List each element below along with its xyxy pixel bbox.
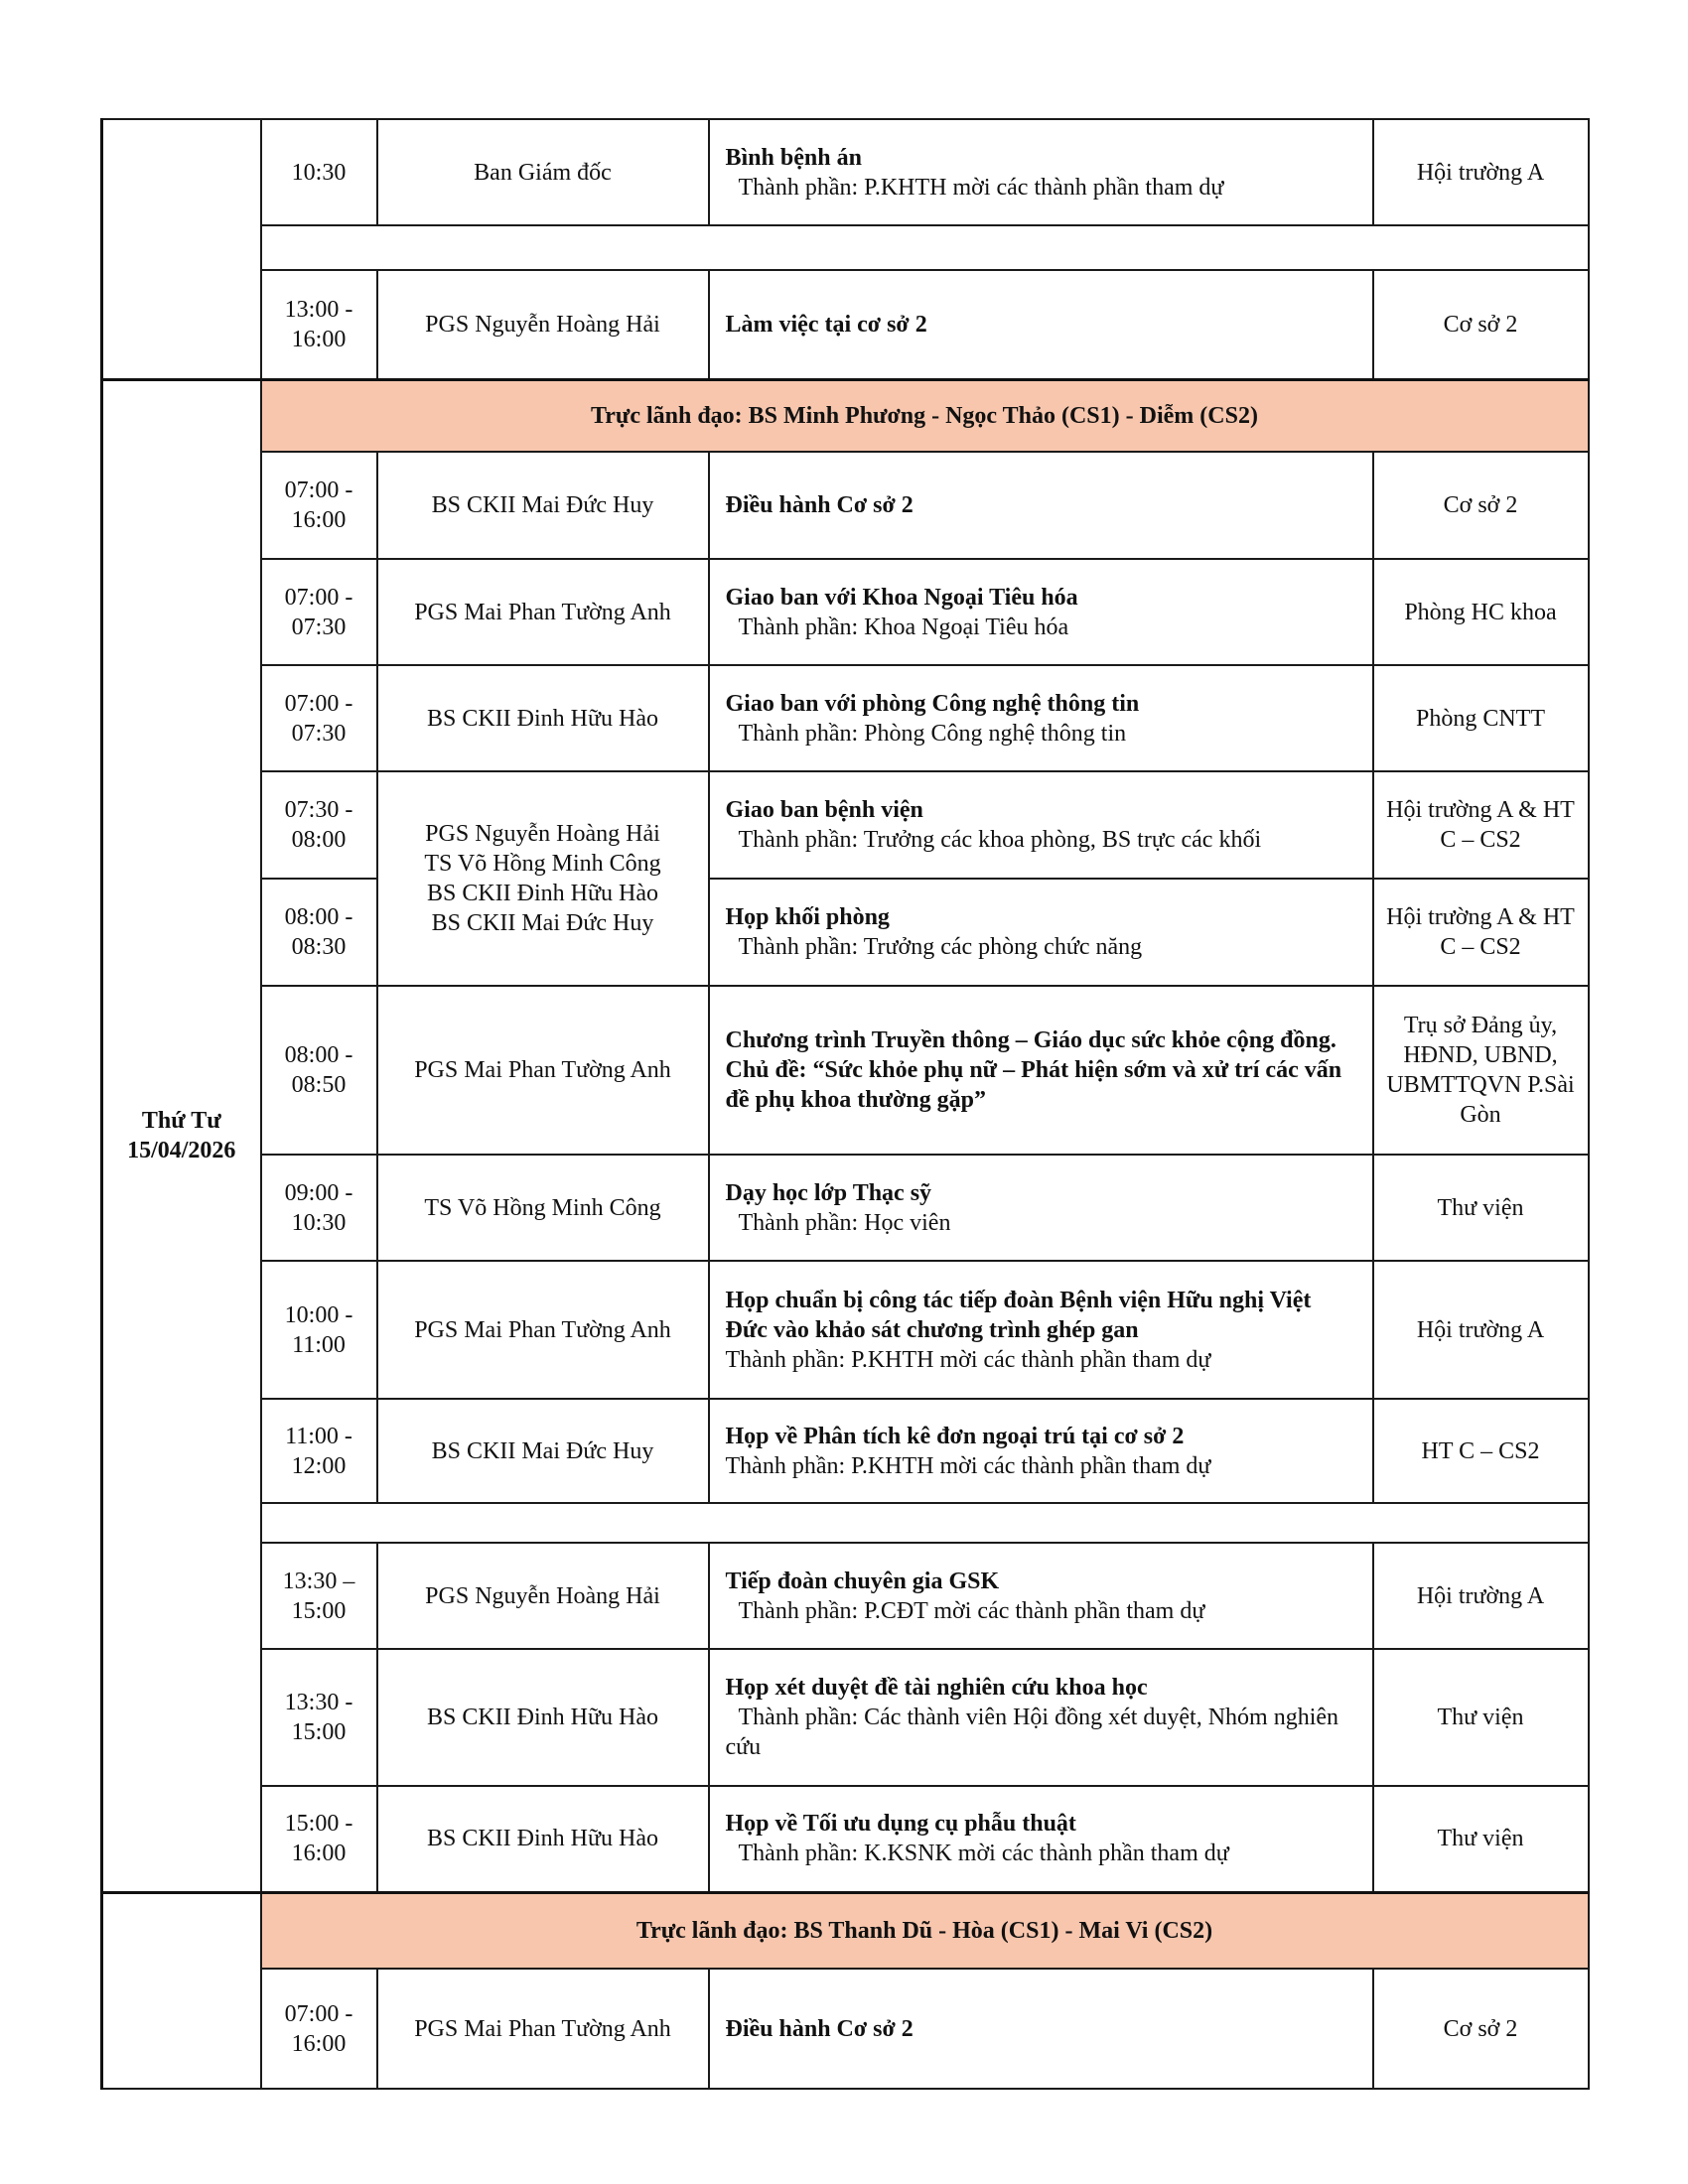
event-detail: Thành phần: Phòng Công nghệ thông tin <box>738 720 1127 747</box>
location-cell: Cơ sở 2 <box>1373 270 1589 379</box>
event-detail: Thành phần: Học viên <box>738 1209 951 1236</box>
day-name: Thứ Tư <box>141 1108 221 1134</box>
table-row <box>102 1261 1589 1399</box>
person-cell: BS CKII Đinh Hữu Hào <box>377 1649 709 1786</box>
location-cell: Cơ sở 2 <box>1373 1969 1589 2089</box>
event-detail: Thành phần: Trưởng các phòng chức năng <box>738 934 1143 960</box>
location-cell: Phòng HC khoa <box>1373 559 1589 665</box>
event-title: Điều hành Cơ sở 2 <box>725 2015 914 2042</box>
person-cell: TS Võ Hồng Minh Công <box>377 1155 709 1261</box>
table-row <box>102 771 1589 879</box>
content-cell <box>709 1155 1373 1261</box>
person-cell: BS CKII Mai Đức Huy <box>377 452 709 559</box>
time-cell: 13:30 – 15:00 <box>261 1543 377 1649</box>
table-row <box>102 986 1589 1155</box>
content-cell <box>709 452 1373 559</box>
location-cell: Hội trường A <box>1373 1543 1589 1649</box>
person-cell: PGS Mai Phan Tường Anh <box>377 1261 709 1399</box>
time-cell: 08:00 - 08:30 <box>261 879 377 986</box>
location-cell: Trụ sở Đảng ủy, HĐND, UBND, UBMTTQVN P.Sài Gòn <box>1373 986 1589 1155</box>
person-cell: Ban Giám đốc <box>377 119 709 225</box>
location-cell: Cơ sở 2 <box>1373 452 1589 559</box>
event-title: Giao ban bệnh viện <box>725 797 923 823</box>
event-detail: Thành phần: K.KSNK mời các thành phần tham dự <box>738 1841 1229 1867</box>
location-cell: Thư viện <box>1373 1649 1589 1786</box>
table-row <box>102 1969 1589 2089</box>
joint-person: BS CKII Đinh Hữu Hào <box>426 881 658 906</box>
event-title: Tiếp đoàn chuyên gia GSK <box>725 1568 1000 1594</box>
event-detail: Thành phần: P.CĐT mời các thành phần tham dự <box>738 1597 1205 1624</box>
content-cell <box>709 986 1373 1155</box>
event-detail: Thành phần: Khoa Ngoại Tiêu hóa <box>738 614 1069 640</box>
event-title: Họp xét duyệt đề tài nghiên cứu khoa học <box>725 1675 1148 1701</box>
person-cell: PGS Mai Phan Tường Anh <box>377 1969 709 2089</box>
content-cell <box>709 879 1373 986</box>
time-cell: 07:00 - 16:00 <box>261 452 377 559</box>
time-cell: 15:00 - 16:00 <box>261 1786 377 1892</box>
blank-cell <box>261 225 1589 270</box>
table-row <box>102 452 1589 559</box>
content-cell <box>709 119 1373 225</box>
event-title: Điều hành Cơ sở 2 <box>725 492 914 518</box>
joint-person: TS Võ Hồng Minh Công <box>424 851 661 877</box>
table-row <box>102 119 1589 225</box>
table-row <box>102 1649 1589 1786</box>
blank-separator-row <box>102 225 1589 270</box>
person-cell-joint <box>377 771 709 986</box>
duty-leader-banner: Trực lãnh đạo: BS Thanh Dũ - Hòa (CS1) - Mai Vi (CS2) <box>261 1892 1589 1969</box>
event-title: Họp về Tối ưu dụng cụ phẫu thuật <box>725 1811 1076 1838</box>
location-cell: HT C – CS2 <box>1373 1399 1589 1503</box>
day-date: 15/04/2026 <box>127 1138 236 1163</box>
duty-row <box>102 379 1589 452</box>
event-title: Dạy học lớp Thạc sỹ <box>725 1179 932 1206</box>
table-row <box>102 270 1589 379</box>
location-cell: Hội trường A <box>1373 1261 1589 1399</box>
table-row <box>102 559 1589 665</box>
content-cell <box>709 1399 1373 1503</box>
blank-separator-row <box>102 1503 1589 1543</box>
table-row <box>102 1399 1589 1503</box>
event-detail: Thành phần: Trưởng các khoa phòng, BS trực các khối <box>738 827 1262 853</box>
time-cell <box>261 119 377 225</box>
event-title: Họp chuẩn bị công tác tiếp đoàn Bệnh viện Hữu nghị Việt Đức vào khảo sát chương trình ghép gan <box>725 1287 1312 1343</box>
event-detail: Thành phần: P.KHTH mời các thành phần tham dự <box>738 174 1224 201</box>
content-cell <box>709 1786 1373 1892</box>
day-cell-wednesday <box>102 379 261 1892</box>
time-text: 10:30 <box>291 159 347 186</box>
content-cell <box>709 1969 1373 2089</box>
time-cell: 07:00 - 16:00 <box>261 1969 377 2089</box>
event-title: Họp khối phòng <box>725 904 890 930</box>
event-title: Chương trình Truyền thông – Giáo dục sức khỏe cộng đồng. Chủ đề: “Sức khỏe phụ nữ – Phát hiện sớm và xử trí các vấn đề phụ khoa thường gặp” <box>725 1027 1342 1113</box>
person-cell: BS CKII Đinh Hữu Hào <box>377 1786 709 1892</box>
event-title: Giao ban với Khoa Ngoại Tiêu hóa <box>725 584 1078 611</box>
table-row <box>102 1786 1589 1892</box>
table-row <box>102 879 1589 986</box>
event-detail: Thành phần: Các thành viên Hội đồng xét duyệt, Nhóm nghiên cứu <box>725 1705 1339 1760</box>
event-title: Giao ban với phòng Công nghệ thông tin <box>725 690 1140 717</box>
table-row <box>102 665 1589 771</box>
time-cell: 09:00 - 10:30 <box>261 1155 377 1261</box>
table-row <box>102 1155 1589 1261</box>
location-cell: Thư viện <box>1373 1155 1589 1261</box>
person-cell: PGS Nguyễn Hoàng Hải <box>377 270 709 379</box>
location-cell: Hội trường A <box>1373 119 1589 225</box>
schedule-table <box>100 118 1590 2090</box>
person-cell: BS CKII Đinh Hữu Hào <box>377 665 709 771</box>
content-cell <box>709 665 1373 771</box>
event-title: Bình bệnh án <box>725 144 862 171</box>
time-cell: 10:00 - 11:00 <box>261 1261 377 1399</box>
person-cell: PGS Mai Phan Tường Anh <box>377 559 709 665</box>
location-cell: Phòng CNTT <box>1373 665 1589 771</box>
content-cell <box>709 771 1373 879</box>
location-cell: Hội trường A & HT C – CS2 <box>1373 879 1589 986</box>
location-cell: Hội trường A & HT C – CS2 <box>1373 771 1589 879</box>
content-cell <box>709 270 1373 379</box>
time-text: 13:00 - 16:00 <box>284 296 353 352</box>
blank-cell <box>261 1503 1589 1543</box>
content-cell <box>709 1261 1373 1399</box>
event-detail: Thành phần: P.KHTH mời các thành phần tham dự <box>725 1452 1211 1479</box>
duty-row <box>102 1892 1589 1969</box>
person-cell: PGS Mai Phan Tường Anh <box>377 986 709 1155</box>
time-cell: 07:30 - 08:00 <box>261 771 377 879</box>
joint-person: PGS Nguyễn Hoàng Hải <box>425 821 660 847</box>
person-cell: PGS Nguyễn Hoàng Hải <box>377 1543 709 1649</box>
joint-person: BS CKII Mai Đức Huy <box>431 910 654 936</box>
event-detail: Thành phần: P.KHTH mời các thành phần tham dự <box>725 1346 1211 1373</box>
content-cell <box>709 1649 1373 1786</box>
duty-leader-banner: Trực lãnh đạo: BS Minh Phương - Ngọc Thảo (CS1) - Diễm (CS2) <box>261 379 1589 452</box>
time-cell: 08:00 - 08:50 <box>261 986 377 1155</box>
time-cell: 11:00 - 12:00 <box>261 1399 377 1503</box>
person-cell: BS CKII Mai Đức Huy <box>377 1399 709 1503</box>
day-cell-previous <box>102 119 261 379</box>
table-row <box>102 1543 1589 1649</box>
content-cell <box>709 559 1373 665</box>
content-cell <box>709 1543 1373 1649</box>
event-title: Làm việc tại cơ sở 2 <box>725 311 927 338</box>
day-cell-next <box>102 1892 261 2089</box>
event-title: Họp về Phân tích kê đơn ngoại trú tại cơ sở 2 <box>725 1423 1185 1449</box>
time-cell: 07:00 - 07:30 <box>261 559 377 665</box>
time-cell: 13:30 - 15:00 <box>261 1649 377 1786</box>
time-cell: 07:00 - 07:30 <box>261 665 377 771</box>
time-cell <box>261 270 377 379</box>
location-cell: Thư viện <box>1373 1786 1589 1892</box>
